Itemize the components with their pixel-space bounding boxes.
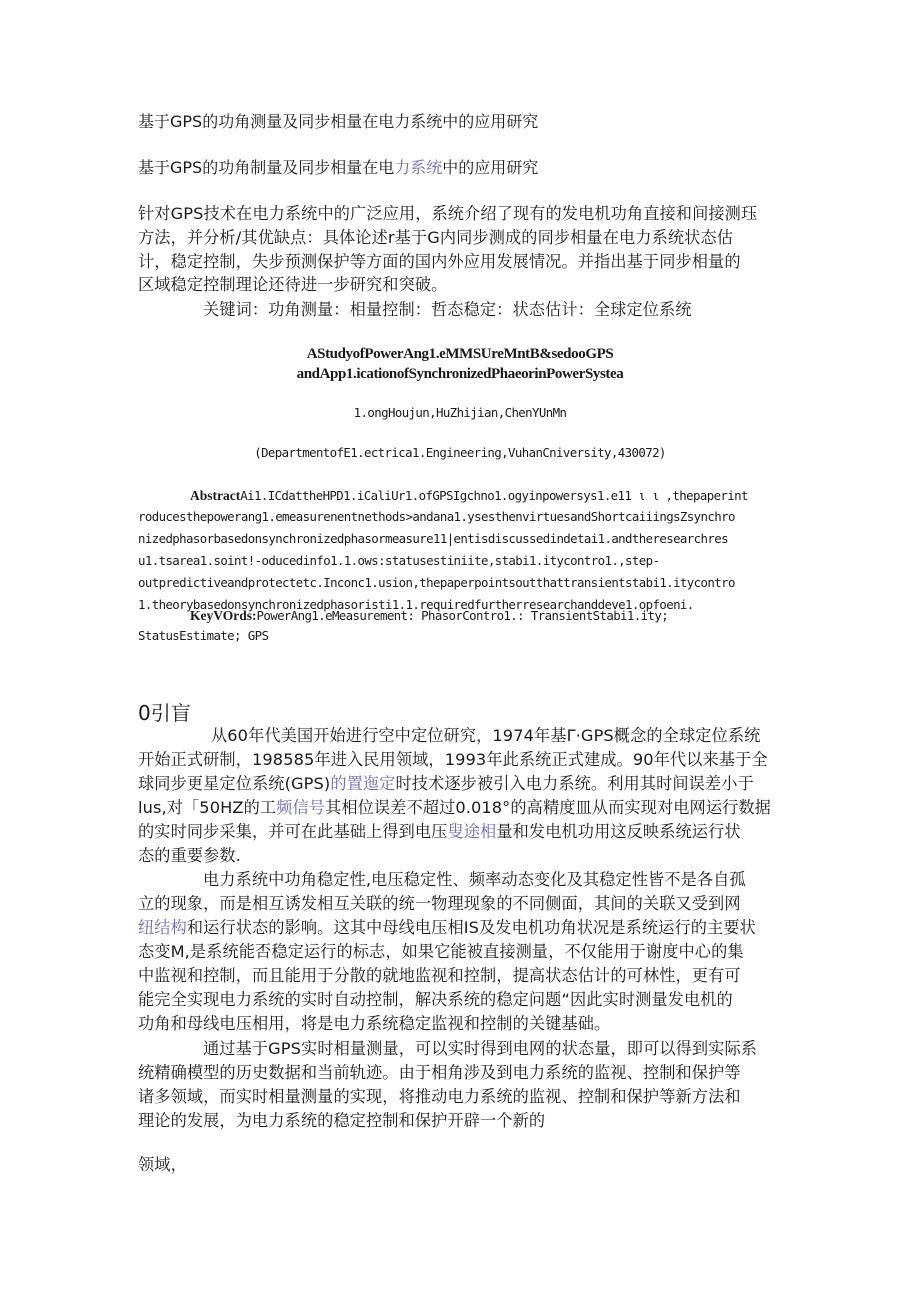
para2-line-1: 电力系统中功角稳定性,电压稳定性、频率动态变化及其稳定性皆不是各自孤 (203, 870, 746, 889)
abstract-en-line-5: outpredictiveandprotectetc.Inconc1.usion,thepaperpointsoutthattransientstabi1.itycontro (138, 575, 735, 590)
abstract-cn-line-2: 方法，并分析/其优缺点：具体论述r基于G内同步测成的同步相量在电力系统状态估 (138, 228, 734, 247)
section-heading: 0引盲 (138, 701, 191, 725)
abstract-en-line-3: nizedphasorbasedonsynchronizedphasormeasure11|entisdiscussedindetai1.andtheresearchres (138, 531, 728, 546)
para1-line-3-b: 时技术逐步被引入电力系统。利用其时间误差小于 (395, 774, 754, 793)
para1-link-1[interactable]: 的置迤定 (330, 774, 396, 793)
para1-line-1: 从60年代美国开始进行空中定位研究，1974年基Γ·GPS概念的全球定位系统 (211, 726, 761, 745)
para1-line-5 (138, 821, 741, 843)
abstract-cn-line-3: 计，稳定控制，失步预测保护等方面的国内外应用发展情况。并指出基于同步相量的 (138, 252, 741, 271)
para1-line-5-a: 的实时同步采集，并可在此基础上得到电压 (138, 822, 448, 841)
para1-line-5-b: 量和发电机功用这反映系统运行状 (496, 822, 741, 841)
para3-line-2: 统精确模型的历史数据和当前轨迹。由于相角涉及到电力系统的监视、控制和保护等 (138, 1063, 741, 1082)
abstract-cn-line-4: 区域稳定控制理论还待进一步研究和突破。 (138, 275, 448, 294)
subtitle-link[interactable]: 力系统 (394, 158, 443, 177)
para2-line-5: 中监视和控制，而且能用于分散的就地监视和控制，提高状态估计的可林性，更有可 (138, 966, 741, 985)
document-subtitle (138, 158, 538, 178)
para2-line-3 (138, 917, 756, 939)
para1-line-4-b: 其相位误差不超过0.018°的高精度皿从而实现对电网运行数据 (325, 798, 771, 817)
para1-line-4-a: lus,对「50HZ的工 (138, 798, 277, 817)
para2-line-7: 功角和母线电压相用，将是电力系统稳定监视和控制的关键基础。 (138, 1014, 611, 1033)
para1-line-3-a: 球同步更星定位系统(GPS) (138, 774, 331, 793)
keywords-en-line-2: StatusEstimate; GPS (138, 628, 269, 643)
abstract-en-line-2: roducesthepowerang1.emeasurenentnethods>andana1.ysesthenvirtuesandShortcaiiingsZsynchro (138, 509, 735, 524)
tail-text: 领域， (138, 1155, 187, 1174)
document-title: 基于GPS的功角测量及同步相量在电力系统中的应用研究 (138, 112, 539, 131)
para2-line-3-b: 和运行状态的影响。这其中母线电压相IS及发电机功角状况是系统运行的主要状 (186, 918, 756, 937)
keywords-en-label: KeyVOrds: (190, 608, 257, 623)
authors: 1.ongHoujun,HuZhijian,ChenYUnMn (353, 405, 567, 420)
abstract-en-line-4: u1.tsarea1.soint!-oducedinfo1.1.ows:statusestiniite,stabi1.itycontro1.,step- (138, 553, 660, 568)
para3-line-1: 通过基于GPS实时相量测量，可以实时得到电网的状态量，即可以得到实际系 (203, 1039, 758, 1058)
para2-link-1[interactable]: 纽结构 (138, 918, 187, 937)
english-title-line-1: AStudyofPowerAng1.eMMSUreMntB&sedooGPS (306, 346, 614, 362)
para2-line-6: 能完全实现电力系统的实时自动控制，解决系统的稳定问题“因此实时测量发电机的 (138, 990, 733, 1009)
abstract-en-line-6: 1.theorybasedonsynchronizedphasoristi1.1.requiredfurtherresearchanddeve1.opfoeni. (138, 597, 694, 612)
abstract-en-line-1 (190, 487, 748, 505)
para1-line-2: 开始正式研制，198585年进入民用领域，1993年此系统正式建成。90年代以来基于全 (138, 750, 768, 769)
abstract-en-first: Ai1.ICdattheHPD1.iCaliUr1.ofGPSIgchno1.ogyinpowersys1.e11 ι ι ,thepaperint (240, 488, 748, 503)
abstract-cn-line-1: 针对GPS技术在电力系统中的广泛应用，系统介绍了现有的发电机功角直接和间接测珏 (138, 204, 758, 223)
para1-line-6: 态的重要参数. (138, 846, 241, 865)
keywords-en (190, 607, 668, 625)
abstract-label: Abstract (190, 488, 241, 503)
english-title-line-2: andApp1.icationofSynchronizedPhaeorinPowerSystea (296, 366, 624, 382)
para1-line-3 (138, 773, 754, 795)
subtitle-text-a: 基于GPS的功角制量及同步相量在电 (138, 158, 395, 177)
subtitle-text-b: 中的应用研究 (442, 158, 539, 177)
para3-line-3: 诸多领域，而实时相量测量的实现，将推动电力系统的监视、控制和保护等新方法和 (138, 1087, 741, 1106)
affiliation: (DepartmentofE1.ectrica1.Engineering,VuhanCniversity,430072) (254, 445, 666, 460)
keywords-cn: 关键词：功角测量：相量控制：哲态稳定：状态估计：全球定位系统 (203, 300, 692, 319)
para1-link-3[interactable]: 叟途相 (447, 822, 497, 841)
para2-line-4: 态变M,是系统能否稳定运行的标志，如果它能被直接测量，不仅能用于谢度中心的集 (138, 942, 744, 961)
keywords-en-text: PowerAng1.eMeasurement: PhasorContro1.: TransientStabi1.ity; (256, 608, 669, 623)
para1-link-2[interactable]: 频信号 (276, 798, 326, 817)
para2-line-2: 立的现象，而是相互诱发相互关联的统一物理现象的不同侧面，其间的关联又受到网 (138, 894, 741, 913)
para3-line-4: 理论的发展，为电力系统的稳定控制和保护开辟一个新的 (138, 1111, 546, 1130)
para1-line-4 (138, 797, 771, 819)
